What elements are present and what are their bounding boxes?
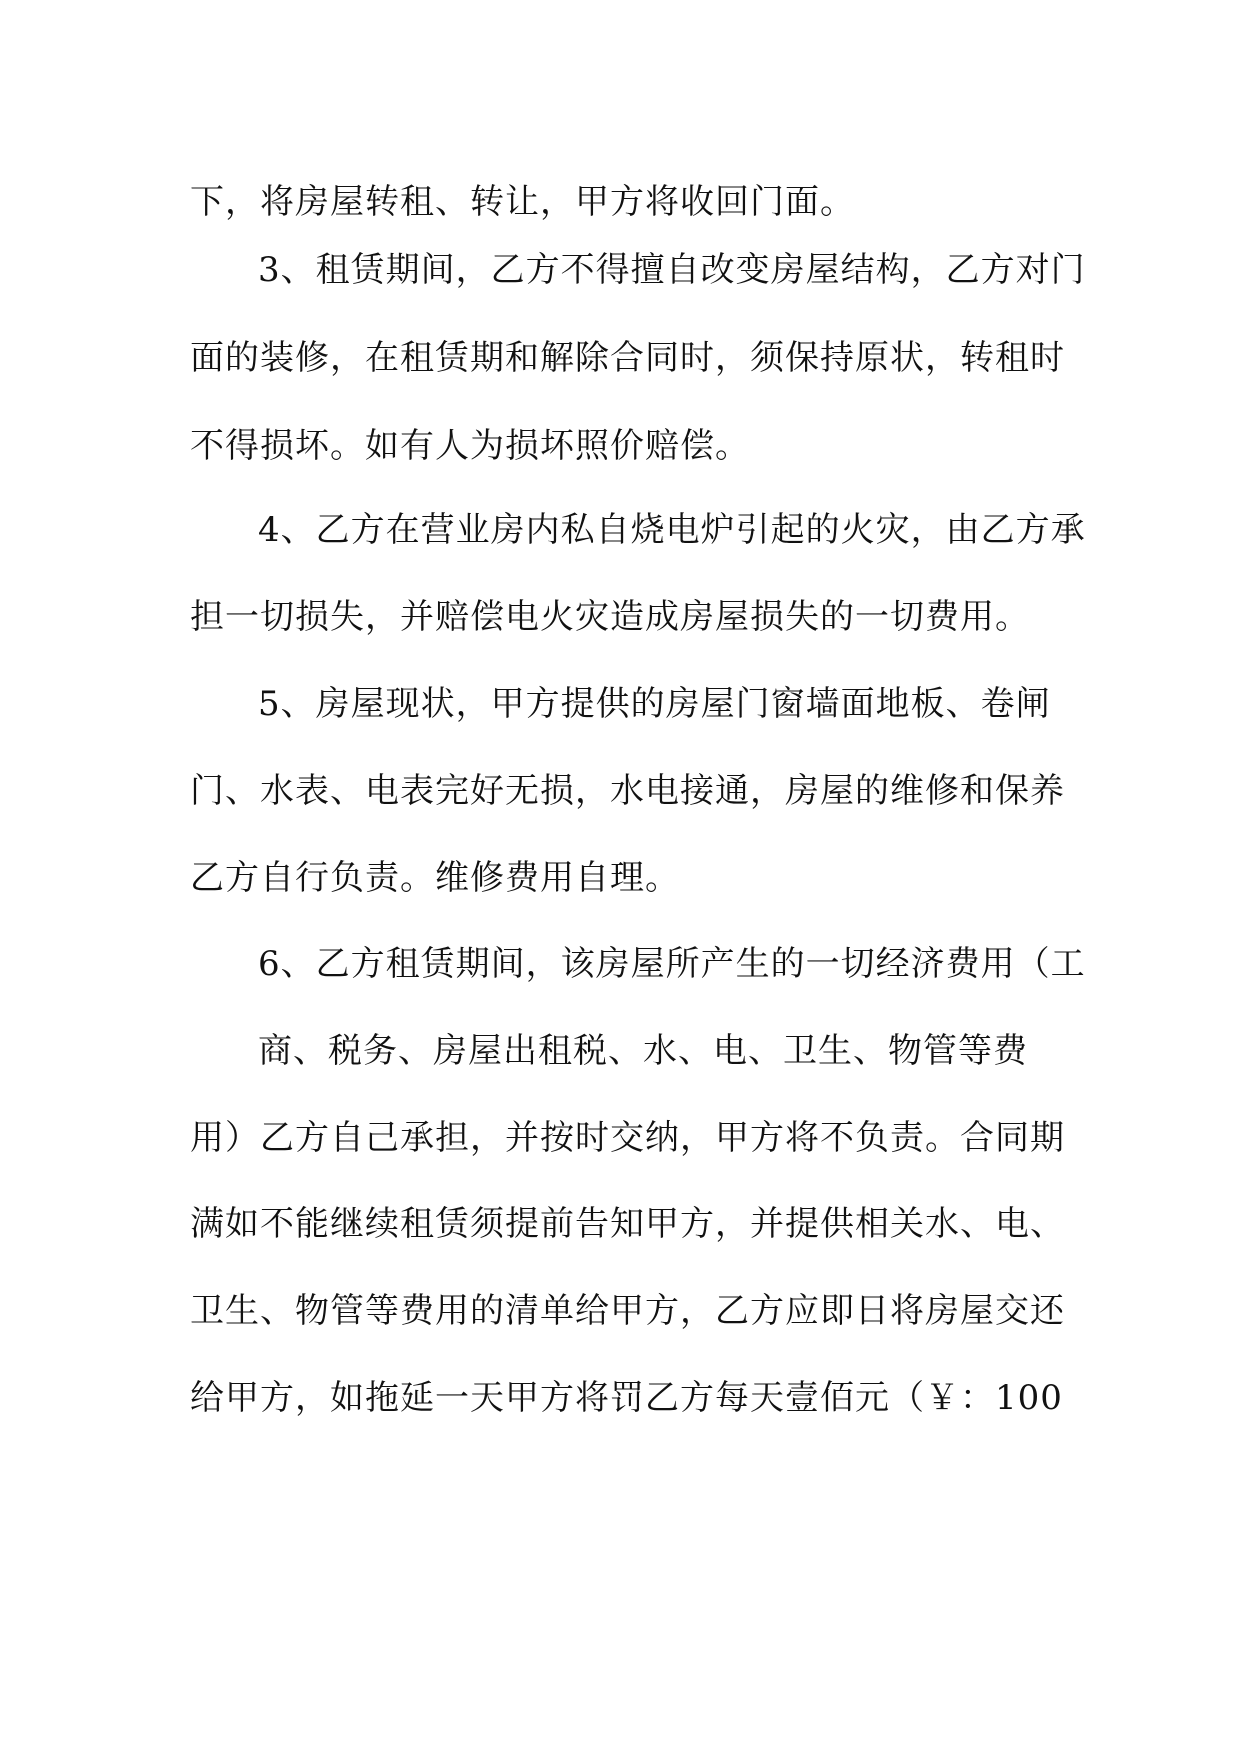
text-line: 5、房屋现状，甲方提供的房屋门窗墙面地板、卷闸: [258, 684, 1051, 724]
text-line: 面的装修，在租赁期和解除合同时，须保持原状，转租时: [190, 338, 1065, 378]
text-line: 商、税务、房屋出租税、水、电、卫生、物管等费: [258, 1031, 1028, 1071]
text-line: 4、乙方在营业房内私自烧电炉引起的火灾，由乙方承: [258, 510, 1086, 550]
text-line: 6、乙方租赁期间，该房屋所产生的一切经济费用（工: [258, 944, 1086, 984]
text-line: 担一切损失，并赔偿电火灾造成房屋损失的一切费用。: [190, 597, 1030, 637]
text-line: 用）乙方自己承担，并按时交纳，甲方将不负责。合同期: [190, 1118, 1065, 1158]
text-line: 满如不能继续租赁须提前告知甲方，并提供相关水、电、: [190, 1204, 1065, 1244]
text-line: 卫生、物管等费用的清单给甲方，乙方应即日将房屋交还: [190, 1291, 1065, 1331]
text-line: 门、水表、电表完好无损，水电接通，房屋的维修和保养: [190, 771, 1065, 811]
text-line: 乙方自行负责。维修费用自理。: [190, 858, 680, 898]
text-line: 不得损坏。如有人为损坏照价赔偿。: [190, 426, 750, 466]
text-line: 给甲方，如拖延一天甲方将罚乙方每天壹佰元（￥：100: [190, 1378, 1063, 1418]
text-line: 下，将房屋转租、转让，甲方将收回门面。: [190, 182, 855, 222]
text-line: 3、租赁期间，乙方不得擅自改变房屋结构，乙方对门: [258, 250, 1086, 290]
